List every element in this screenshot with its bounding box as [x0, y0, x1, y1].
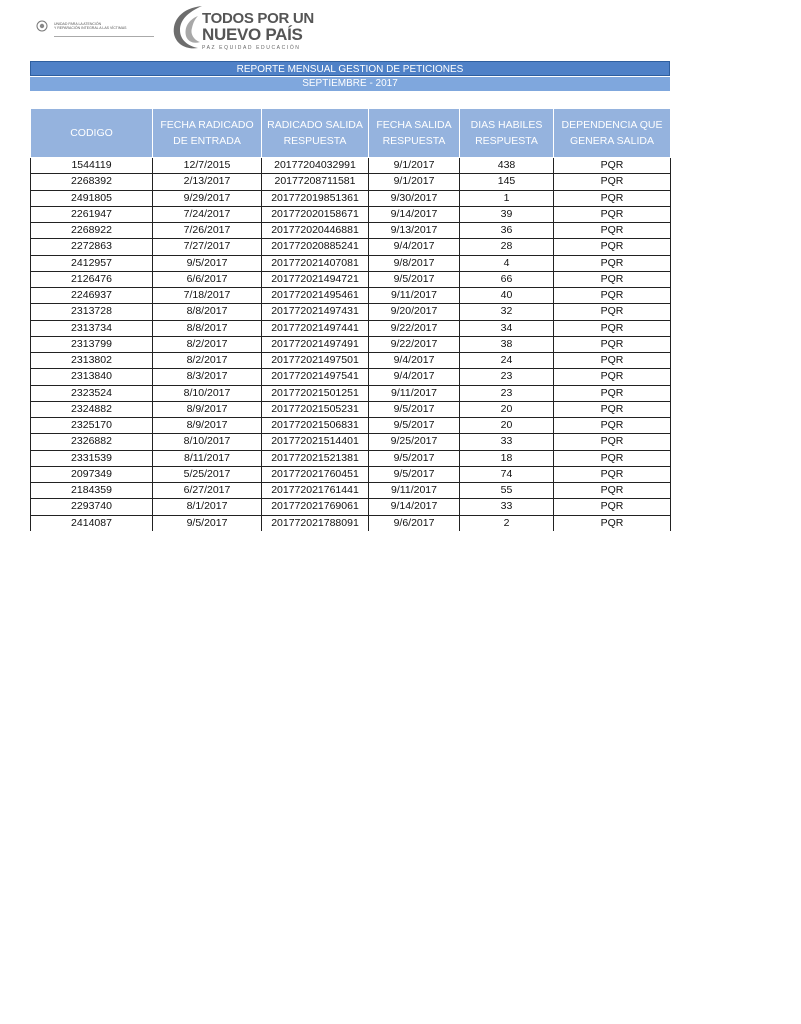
cell-dias-habiles: 4: [460, 255, 554, 271]
header-logos: [30, 2, 314, 52]
table-row: [31, 499, 671, 515]
table-row: [31, 450, 671, 466]
table-row: [31, 369, 671, 385]
cell-codigo: 2313840: [31, 369, 153, 385]
cell-codigo: 2412957: [31, 255, 153, 271]
cell-fecha-salida: 9/1/2017: [369, 174, 460, 190]
cell-radicado-salida: 201772021788091: [262, 515, 369, 531]
cell-fecha-radicado: 8/9/2017: [153, 418, 262, 434]
cell-radicado-salida: 201772021497501: [262, 353, 369, 369]
column-header-dias-habiles: DIAS HABILES RESPUESTA: [460, 109, 554, 158]
cell-fecha-radicado: 8/8/2017: [153, 304, 262, 320]
column-header-dependencia: DEPENDENCIA QUE GENERA SALIDA: [554, 109, 671, 158]
government-seal-block: [36, 16, 156, 42]
cell-fecha-radicado: 8/9/2017: [153, 401, 262, 417]
cell-dias-habiles: 55: [460, 483, 554, 499]
cell-codigo: 2272863: [31, 239, 153, 255]
cell-fecha-salida: 9/5/2017: [369, 401, 460, 417]
table-row: [31, 288, 671, 304]
cell-codigo: 2491805: [31, 190, 153, 206]
cell-fecha-radicado: 8/3/2017: [153, 369, 262, 385]
cell-fecha-salida: 9/14/2017: [369, 206, 460, 222]
cell-fecha-radicado: 9/5/2017: [153, 515, 262, 531]
cell-fecha-salida: 9/22/2017: [369, 320, 460, 336]
cell-fecha-radicado: 9/29/2017: [153, 190, 262, 206]
cell-dependencia: PQR: [554, 385, 671, 401]
column-header-fecha-salida: FECHA SALIDA RESPUESTA: [369, 109, 460, 158]
table-row: [31, 483, 671, 499]
cell-fecha-radicado: 8/1/2017: [153, 499, 262, 515]
cell-fecha-salida: 9/22/2017: [369, 336, 460, 352]
cell-radicado-salida: 201772021760451: [262, 466, 369, 482]
cell-codigo: 2326882: [31, 434, 153, 450]
cell-fecha-radicado: 5/25/2017: [153, 466, 262, 482]
cell-dias-habiles: 1: [460, 190, 554, 206]
table-row: [31, 336, 671, 352]
cell-fecha-radicado: 8/11/2017: [153, 450, 262, 466]
cell-radicado-salida: 201772021497431: [262, 304, 369, 320]
cell-codigo: 2261947: [31, 206, 153, 222]
cell-fecha-radicado: 6/27/2017: [153, 483, 262, 499]
cell-dependencia: PQR: [554, 158, 671, 174]
cell-codigo: 1544119: [31, 158, 153, 174]
cell-dependencia: PQR: [554, 336, 671, 352]
cell-radicado-salida: 201772021407081: [262, 255, 369, 271]
cell-fecha-radicado: 7/24/2017: [153, 206, 262, 222]
cell-dependencia: PQR: [554, 320, 671, 336]
table-row: [31, 353, 671, 369]
peticiones-table: [30, 108, 671, 531]
cell-radicado-salida: 201772021501251: [262, 385, 369, 401]
cell-fecha-salida: 9/6/2017: [369, 515, 460, 531]
cell-codigo: 2414087: [31, 515, 153, 531]
cell-codigo: 2313728: [31, 304, 153, 320]
table-row: [31, 320, 671, 336]
cell-fecha-radicado: 8/8/2017: [153, 320, 262, 336]
cell-fecha-salida: 9/11/2017: [369, 288, 460, 304]
cell-dependencia: PQR: [554, 418, 671, 434]
cell-codigo: 2313799: [31, 336, 153, 352]
cell-codigo: 2331539: [31, 450, 153, 466]
table-row: [31, 206, 671, 222]
cell-fecha-salida: 9/8/2017: [369, 255, 460, 271]
cell-dias-habiles: 40: [460, 288, 554, 304]
table-row: [31, 174, 671, 190]
cell-dias-habiles: 20: [460, 418, 554, 434]
cell-fecha-salida: 9/5/2017: [369, 271, 460, 287]
table-row: [31, 434, 671, 450]
cell-dias-habiles: 39: [460, 206, 554, 222]
cell-radicado-salida: 201772020158671: [262, 206, 369, 222]
cell-fecha-salida: 9/11/2017: [369, 385, 460, 401]
cell-fecha-radicado: 8/2/2017: [153, 336, 262, 352]
cell-dias-habiles: 18: [460, 450, 554, 466]
cell-codigo: 2268392: [31, 174, 153, 190]
cell-codigo: 2097349: [31, 466, 153, 482]
table-header-row: [31, 109, 671, 158]
cell-dependencia: PQR: [554, 434, 671, 450]
cell-dias-habiles: 33: [460, 434, 554, 450]
cell-radicado-salida: 201772021506831: [262, 418, 369, 434]
cell-codigo: 2324882: [31, 401, 153, 417]
cell-dependencia: PQR: [554, 288, 671, 304]
cell-radicado-salida: 201772021769061: [262, 499, 369, 515]
cell-radicado-salida: 201772021494721: [262, 271, 369, 287]
cell-radicado-salida: 201772021514401: [262, 434, 369, 450]
cell-dependencia: PQR: [554, 304, 671, 320]
column-header-radicado-salida: RADICADO SALIDA RESPUESTA: [262, 109, 369, 158]
cell-codigo: 2246937: [31, 288, 153, 304]
coat-of-arms-icon: [36, 20, 48, 32]
cell-dias-habiles: 32: [460, 304, 554, 320]
cell-radicado-salida: 201772020885241: [262, 239, 369, 255]
cell-codigo: 2323524: [31, 385, 153, 401]
seal-caption: UNIDAD PARA LA ATENCIÓN Y REPARACIÓN INTEGRAL A LAS VÍCTIMAS: [54, 22, 154, 37]
column-header-fecha-radicado: FECHA RADICADO DE ENTRADA: [153, 109, 262, 158]
cell-radicado-salida: 201772019851361: [262, 190, 369, 206]
column-header-codigo: CODIGO: [31, 109, 153, 158]
cell-fecha-salida: 9/4/2017: [369, 239, 460, 255]
cell-fecha-radicado: 7/18/2017: [153, 288, 262, 304]
table-row: [31, 304, 671, 320]
cell-radicado-salida: 20177208711581: [262, 174, 369, 190]
brand-line-1: TODOS POR UN: [202, 10, 314, 27]
cell-dependencia: PQR: [554, 369, 671, 385]
cell-dias-habiles: 23: [460, 369, 554, 385]
table-row: [31, 190, 671, 206]
table-row: [31, 239, 671, 255]
cell-dias-habiles: 23: [460, 385, 554, 401]
table-row: [31, 418, 671, 434]
cell-dependencia: PQR: [554, 401, 671, 417]
cell-fecha-salida: 9/11/2017: [369, 483, 460, 499]
cell-dias-habiles: 36: [460, 223, 554, 239]
cell-dias-habiles: 66: [460, 271, 554, 287]
cell-radicado-salida: 201772021497491: [262, 336, 369, 352]
cell-fecha-salida: 9/5/2017: [369, 450, 460, 466]
table-row: [31, 255, 671, 271]
cell-dias-habiles: 145: [460, 174, 554, 190]
report-subtitle: SEPTIEMBRE - 2017: [30, 77, 670, 91]
cell-dependencia: PQR: [554, 190, 671, 206]
cell-fecha-salida: 9/25/2017: [369, 434, 460, 450]
cell-dependencia: PQR: [554, 206, 671, 222]
cell-codigo: 2268922: [31, 223, 153, 239]
table-body: [31, 158, 671, 531]
cell-dias-habiles: 33: [460, 499, 554, 515]
cell-codigo: 2184359: [31, 483, 153, 499]
cell-fecha-salida: 9/4/2017: [369, 369, 460, 385]
table-row: [31, 158, 671, 174]
cell-fecha-radicado: 7/27/2017: [153, 239, 262, 255]
cell-dias-habiles: 38: [460, 336, 554, 352]
cell-dias-habiles: 28: [460, 239, 554, 255]
cell-codigo: 2313734: [31, 320, 153, 336]
cell-fecha-salida: 9/14/2017: [369, 499, 460, 515]
cell-fecha-salida: 9/4/2017: [369, 353, 460, 369]
cell-fecha-radicado: 7/26/2017: [153, 223, 262, 239]
cell-dependencia: PQR: [554, 223, 671, 239]
table-row: [31, 271, 671, 287]
cell-dependencia: PQR: [554, 174, 671, 190]
cell-fecha-salida: 9/5/2017: [369, 466, 460, 482]
cell-radicado-salida: 201772020446881: [262, 223, 369, 239]
cell-fecha-salida: 9/1/2017: [369, 158, 460, 174]
brand-line-2: NUEVO PAÍS: [202, 25, 303, 44]
cell-dias-habiles: 2: [460, 515, 554, 531]
cell-radicado-salida: 201772021495461: [262, 288, 369, 304]
cell-dias-habiles: 20: [460, 401, 554, 417]
brand-text: [202, 11, 322, 51]
cell-fecha-radicado: 8/10/2017: [153, 434, 262, 450]
cell-radicado-salida: 201772021497541: [262, 369, 369, 385]
cell-codigo: 2325170: [31, 418, 153, 434]
cell-dias-habiles: 34: [460, 320, 554, 336]
cell-dependencia: PQR: [554, 515, 671, 531]
cell-fecha-radicado: 8/2/2017: [153, 353, 262, 369]
cell-dias-habiles: 438: [460, 158, 554, 174]
table-row: [31, 223, 671, 239]
cell-dependencia: PQR: [554, 450, 671, 466]
cell-radicado-salida: 201772021521381: [262, 450, 369, 466]
cell-fecha-salida: 9/5/2017: [369, 418, 460, 434]
cell-codigo: 2313802: [31, 353, 153, 369]
cell-fecha-radicado: 9/5/2017: [153, 255, 262, 271]
cell-fecha-salida: 9/13/2017: [369, 223, 460, 239]
brand-slogan: PAZ EQUIDAD EDUCACIÓN: [202, 45, 301, 51]
table-row: [31, 515, 671, 531]
cell-fecha-radicado: 2/13/2017: [153, 174, 262, 190]
cell-dependencia: PQR: [554, 255, 671, 271]
cell-dias-habiles: 24: [460, 353, 554, 369]
cell-fecha-salida: 9/20/2017: [369, 304, 460, 320]
table-row: [31, 466, 671, 482]
table-row: [31, 385, 671, 401]
cell-fecha-radicado: 8/10/2017: [153, 385, 262, 401]
cell-dependencia: PQR: [554, 271, 671, 287]
cell-radicado-salida: 201772021505231: [262, 401, 369, 417]
cell-dependencia: PQR: [554, 466, 671, 482]
cell-dependencia: PQR: [554, 483, 671, 499]
cell-radicado-salida: 20177204032991: [262, 158, 369, 174]
report-title: REPORTE MENSUAL GESTION DE PETICIONES: [30, 61, 670, 76]
cell-fecha-radicado: 12/7/2015: [153, 158, 262, 174]
cell-radicado-salida: 201772021761441: [262, 483, 369, 499]
cell-codigo: 2126476: [31, 271, 153, 287]
cell-fecha-salida: 9/30/2017: [369, 190, 460, 206]
table-row: [31, 401, 671, 417]
cell-dependencia: PQR: [554, 239, 671, 255]
cell-fecha-radicado: 6/6/2017: [153, 271, 262, 287]
cell-dependencia: PQR: [554, 353, 671, 369]
cell-dias-habiles: 74: [460, 466, 554, 482]
cell-dependencia: PQR: [554, 499, 671, 515]
cell-codigo: 2293740: [31, 499, 153, 515]
cell-radicado-salida: 201772021497441: [262, 320, 369, 336]
